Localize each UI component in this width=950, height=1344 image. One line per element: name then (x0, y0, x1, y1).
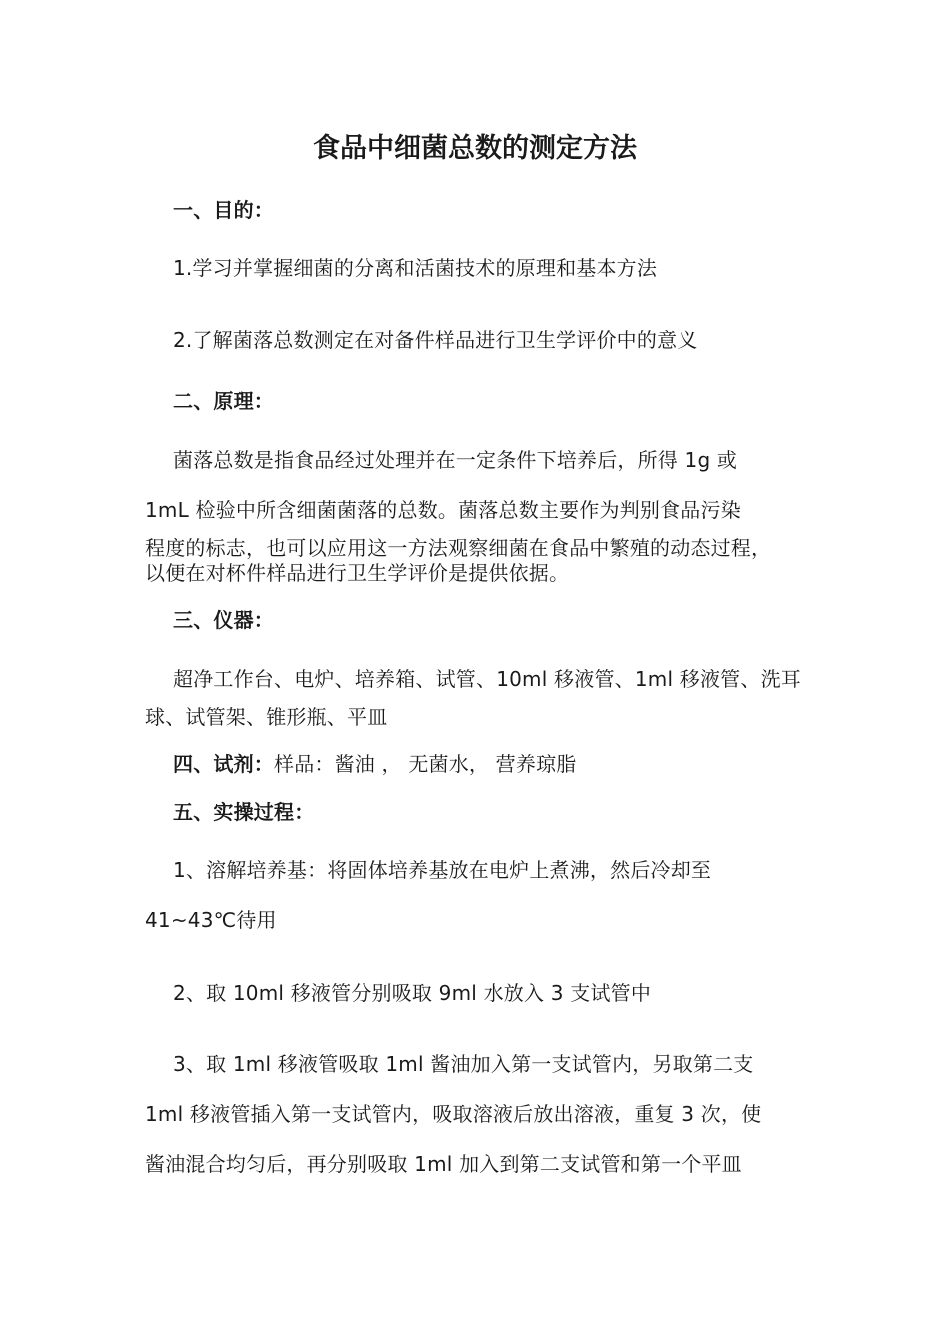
section-heading-principle: 二、原理： (173, 389, 274, 413)
section-heading-purpose: 一、目的： (173, 198, 274, 222)
procedure-step3-line-2: 1ml 移液管插入第一支试管内，吸取溶液后放出溶液，重复 3 次，使 (145, 1102, 762, 1126)
reagents-text: 样品：酱油 ， 无菌水， 营养琼脂 (274, 752, 577, 776)
document-title: 食品中细菌总数的测定方法 (313, 133, 637, 164)
instruments-line-2: 球、试管架、锥形瓶、平皿 (145, 705, 388, 729)
principle-line-4: 以便在对杯件样品进行卫生学评价是提供依据。 (145, 561, 570, 585)
principle-line-3: 程度的标志，也可以应用这一方法观察细菌在食品中繁殖的动态过程， (145, 536, 772, 560)
principle-line-2: 1mL 检验中所含细菌菌落的总数。菌落总数主要作为判别食品污染 (145, 498, 741, 522)
principle-line-1: 菌落总数是指食品经过处理并在一定条件下培养后，所得 1g 或 (173, 448, 738, 472)
procedure-step1-line-1: 1、溶解培养基：将固体培养基放在电炉上煮沸，然后冷却至 (173, 858, 712, 882)
section-heading-instruments: 三、仪器： (173, 608, 274, 632)
purpose-item-1: 1.学习并掌握细菌的分离和活菌技术的原理和基本方法 (173, 256, 658, 280)
instruments-line-1: 超净工作台、电炉、培养箱、试管、10ml 移液管、1ml 移液管、洗耳 (173, 667, 801, 691)
procedure-step3-line-3: 酱油混合均匀后，再分别吸取 1ml 加入到第二支试管和第一个平皿 (145, 1152, 742, 1176)
section-heading-procedure: 五、实操过程： (173, 800, 315, 824)
section-heading-reagents: 四、试剂： (173, 752, 274, 776)
procedure-step3-line-1: 3、取 1ml 移液管吸取 1ml 酱油加入第一支试管内，另取第二支 (173, 1052, 754, 1076)
procedure-step2: 2、取 10ml 移液管分别吸取 9ml 水放入 3 支试管中 (173, 981, 652, 1005)
purpose-item-2: 2.了解菌落总数测定在对备件样品进行卫生学评价中的意义 (173, 328, 698, 352)
procedure-step1-line-2: 41~43℃待用 (145, 908, 277, 932)
reagents-line (173, 752, 576, 776)
